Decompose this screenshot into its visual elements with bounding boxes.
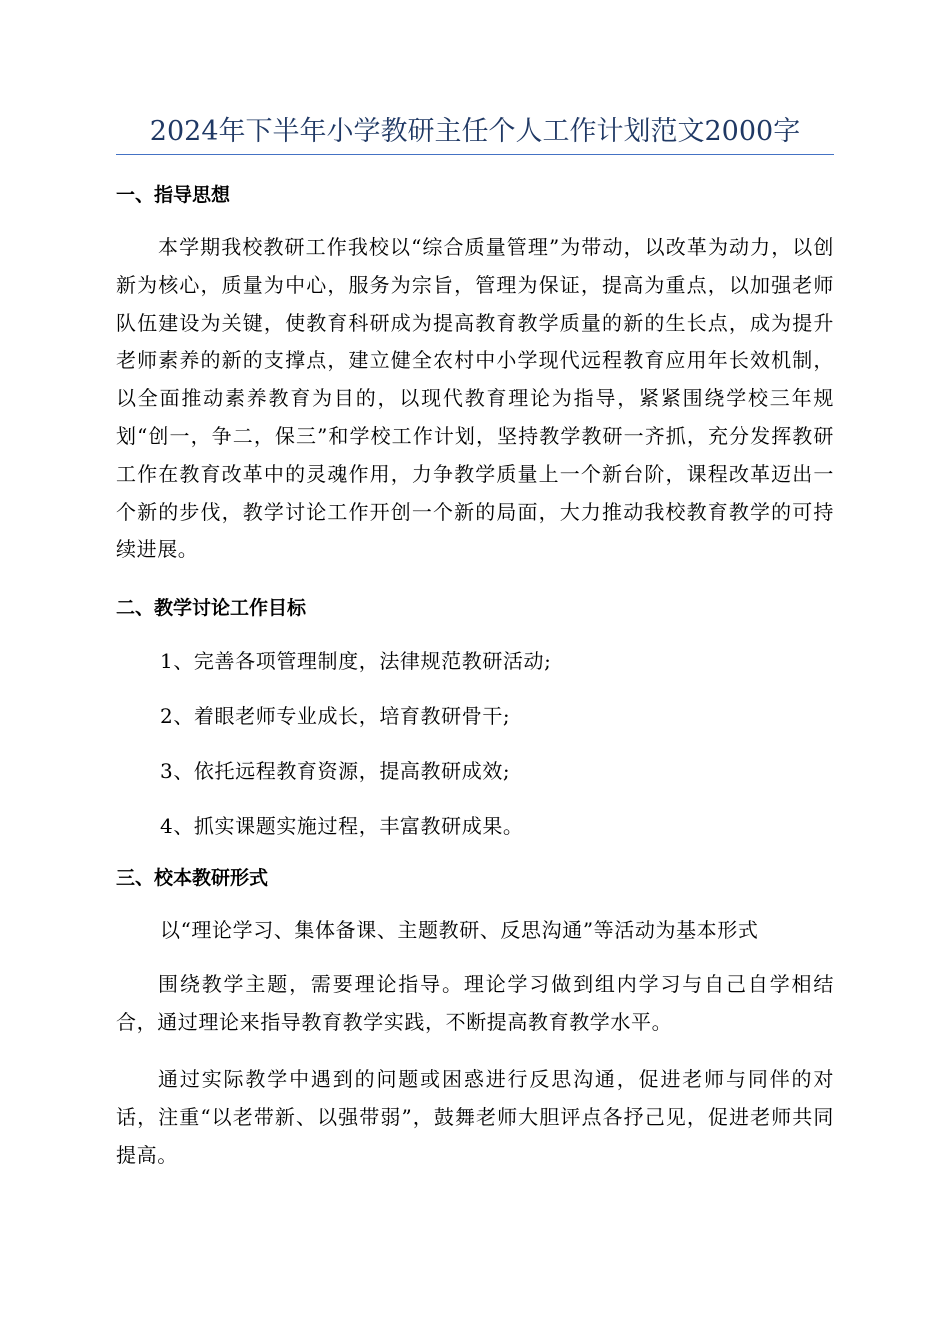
goal-item-4: 4、抓实课题实施过程，丰富教研成果。	[160, 814, 524, 838]
document-title: 2024年下半年小学教研主任个人工作计划范文2000字	[149, 116, 801, 147]
goal-item-3: 3、依托远程教育资源，提高教研成效;	[160, 759, 511, 783]
research-forms-line: 以“理论学习、集体备课、主题教研、反思沟通”等活动为基本形式	[160, 918, 759, 942]
goal-item-1: 1、完善各项管理制度，法律规范教研活动;	[160, 649, 552, 673]
guiding-ideology-paragraph: 本学期我校教研工作我校以“综合质量管理”为带动，以改革为动力，以创新为核心，质量为中心，服务为宗旨，管理为保证，提高为重点，以加强老师队伍建设为关键，使教育科研成为提高教育教学质量的新的生长点，成为提升老师素养的新的支撑点，建立健全农村中小学现代远程教育应用年长效机制，以全面推动素养教育为目的，以现代教育理论为指导，紧紧围绕学校三年规划“创一，争二，保三”和学校工作计划，坚持教学教研一齐抓，充分发挥教研工作在教育改革中的灵魂作用，力争教学质量上一个新台阶，课程改革迈出一个新的步伐，教学讨论工作开创一个新的局面，大力推动我校教育教学的可持续进展。	[116, 235, 834, 562]
theory-study-paragraph: 围绕教学主题，需要理论指导。理论学习做到组内学习与自己自学相结合，通过理论来指导教育教学实践，不断提高教育教学水平。	[116, 972, 834, 1034]
section-heading-research-goals: 二、教学讨论工作目标	[116, 597, 307, 619]
goal-item-2: 2、着眼老师专业成长，培育教研骨干;	[160, 704, 511, 728]
reflection-paragraph: 通过实际教学中遇到的问题或困惑进行反思沟通，促进老师与同伴的对话，注重“以老带新、以强带弱”，鼓舞老师大胆评点各抒己见，促进老师共同提高。	[116, 1067, 834, 1167]
section-heading-guiding-ideology: 一、指导思想	[116, 184, 231, 206]
section-heading-research-forms: 三、校本教研形式	[116, 867, 269, 889]
title-underline	[116, 154, 834, 155]
